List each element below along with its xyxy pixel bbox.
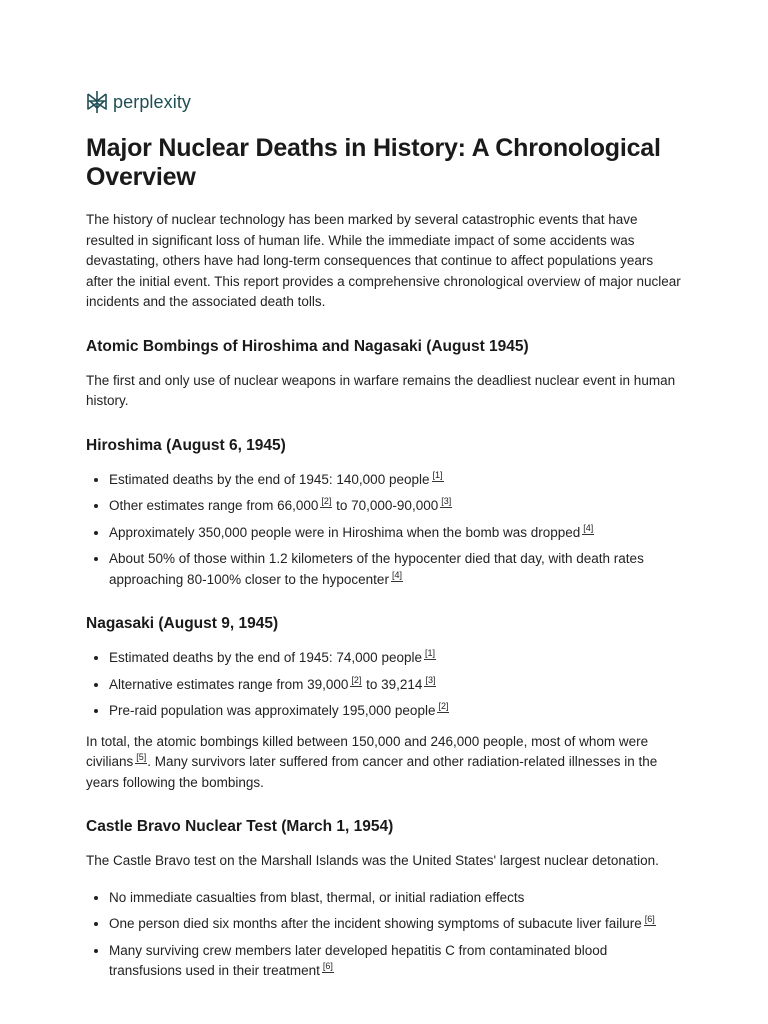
list-item: • Many surviving crew members later developed hepatitis C from contaminated blood transfusions used in their treatment [6] xyxy=(109,941,682,982)
subsection-heading-nagasaki: Nagasaki (August 9, 1945) xyxy=(86,615,279,632)
castle-bravo-intro: The Castle Bravo test on the Marshall Islands was the United States' largest nuclear detonation. xyxy=(86,853,659,868)
citation-link[interactable]: [2] xyxy=(321,496,332,506)
list-item: • Other estimates range from 66,000 [2] to 70,000-90,000 [3] xyxy=(109,496,682,517)
list-item: • Approximately 350,000 people were in Hiroshima when the bomb was dropped [4] xyxy=(109,523,682,544)
citation-link[interactable]: [3] xyxy=(441,496,452,506)
castle-bravo-list xyxy=(86,888,682,982)
list-item: • No immediate casualties from blast, thermal, or initial radiation effects xyxy=(109,888,682,909)
citation-link[interactable]: [4] xyxy=(583,522,594,533)
citation-link[interactable]: [1] xyxy=(425,648,436,658)
citation-link[interactable]: [4] xyxy=(391,569,402,580)
hiroshima-list xyxy=(86,470,682,591)
citation-link[interactable]: [3] xyxy=(425,674,436,685)
section-heading-castle-bravo: Castle Bravo Nuclear Test (March 1, 1954) xyxy=(86,818,394,835)
list-item: • Alternative estimates range from 39,000 [2] to 39,214 [3] xyxy=(109,675,682,696)
citation-link[interactable]: [1] xyxy=(432,469,443,480)
list-item: • About 50% of those within 1.2 kilometers of the hypocenter died that day, with death rates approaching 80-100% closer to the hypocenter [4] xyxy=(109,549,682,590)
bombings-intro: The first and only use of nuclear weapons in warfare remains the deadliest nuclear event in human history. xyxy=(86,372,676,408)
citation-link[interactable]: [6] xyxy=(322,961,333,971)
citation-link[interactable]: [2] xyxy=(351,674,362,685)
list-item: • One person died six months after the incident showing symptoms of subacute liver failure [6] xyxy=(109,914,682,935)
citation-link[interactable]: [6] xyxy=(644,914,655,924)
list-item: • Estimated deaths by the end of 1945: 74,000 people [1] xyxy=(109,648,682,669)
bombings-summary: In total, the atomic bombings killed between 150,000 and 246,000 people, most of whom were civilians [5]. Many survivors later suffered from cancer and other radiation-related illnesses in the years following the bombings. xyxy=(86,733,658,790)
section-heading-bombings: Atomic Bombings of Hiroshima and Nagasaki (August 1945) xyxy=(86,337,529,355)
perplexity-logo-icon xyxy=(86,90,108,114)
list-item: • Pre-raid population was approximately 195,000 people [2] xyxy=(109,701,682,722)
intro-paragraph: The history of nuclear technology has been marked by several catastrophic events that have resulted in significant loss of human life. While the immediate impact of some accidents was devastating, others have had long-term consequences that continue to affect populations years after the initial event. This report provides a comprehensive chronological overview of major nuclear incidents and the associated death tolls. xyxy=(86,212,681,309)
page-title: Major Nuclear Deaths in History: A Chronological Overview xyxy=(86,134,661,191)
brand-name: perplexity xyxy=(113,91,192,112)
nagasaki-list xyxy=(86,648,682,722)
citation-link[interactable]: [2] xyxy=(438,701,449,711)
brand-logo[interactable] xyxy=(86,88,682,116)
subsection-heading-hiroshima: Hiroshima (August 6, 1945) xyxy=(86,436,286,454)
list-item: • Estimated deaths by the end of 1945: 140,000 people [1] xyxy=(109,470,682,491)
citation-link[interactable]: [5] xyxy=(136,752,147,762)
